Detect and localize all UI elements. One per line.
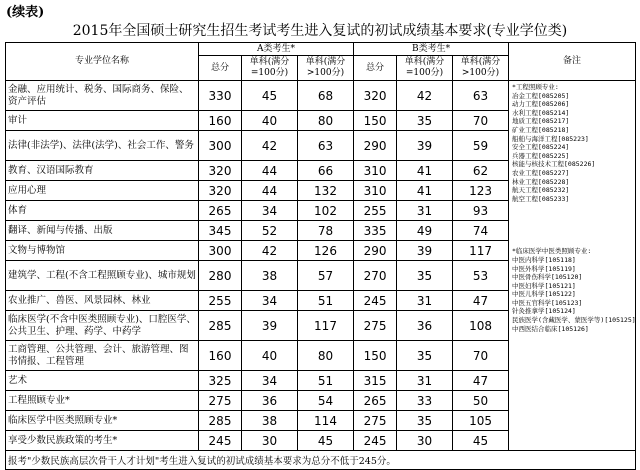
note-line: 矿业工程[085218] xyxy=(512,125,570,134)
header-a-total: 总分 xyxy=(199,56,242,81)
b-single100-cell: 30 xyxy=(397,431,453,451)
b-single100-cell: 31 xyxy=(397,201,453,221)
b-single100-cell: 35 xyxy=(397,411,453,431)
note-line: 地质工程[085217] xyxy=(512,117,570,126)
b-total-cell: 150 xyxy=(354,111,397,131)
a-single100-cell: 40 xyxy=(242,111,298,131)
b-total-cell: 150 xyxy=(354,341,397,371)
b-single100-cell: 39 xyxy=(397,131,453,161)
header-notes: 备注 xyxy=(509,43,636,81)
b-single100-cell: 41 xyxy=(397,181,453,201)
major-name-cell: 应用心理 xyxy=(6,181,199,201)
b-single100-cell: 49 xyxy=(397,221,453,241)
header-b-single-over100: 单科(满分>100分) xyxy=(453,56,509,81)
b-single100-cell: 35 xyxy=(397,341,453,371)
b-single-over100-cell: 53 xyxy=(453,261,509,291)
b-single100-cell: 36 xyxy=(397,311,453,341)
note-line: 民族医学(含藏医学、蒙医学等)[105125] xyxy=(512,316,636,325)
b-single-over100-cell: 70 xyxy=(453,111,509,131)
a-single-over100-cell: 45 xyxy=(298,431,354,451)
a-total-cell: 245 xyxy=(199,431,242,451)
note-line: 动力工程[085206] xyxy=(512,100,570,109)
a-single100-cell: 52 xyxy=(242,221,298,241)
a-single100-cell: 38 xyxy=(242,261,298,291)
b-single-over100-cell: 105 xyxy=(453,411,509,431)
a-single100-cell: 44 xyxy=(242,161,298,181)
table-body xyxy=(6,81,636,470)
page-title: 2015年全国硕士研究生招生考试考生进入复试的初试成绩基本要求(专业学位类) xyxy=(72,23,568,39)
note-line: 船舶与海洋工程[085223] xyxy=(512,134,589,143)
b-single-over100-cell: 62 xyxy=(453,161,509,181)
b-single100-cell: 42 xyxy=(397,81,453,111)
major-name-cell: 享受少数民族政策的考生* xyxy=(6,431,199,451)
note-line: 兵器工程[085225] xyxy=(512,151,570,160)
b-single100-cell: 31 xyxy=(397,291,453,311)
note-line: 中西医结合临床[105126] xyxy=(512,324,589,333)
major-name-cell: 法律(非法学)、法律(法学)、社会工作、警务 xyxy=(6,131,199,161)
a-single100-cell: 34 xyxy=(242,291,298,311)
note-line: 中医骨伤科学[105120] xyxy=(512,273,583,282)
a-single-over100-cell: 80 xyxy=(298,341,354,371)
major-name-cell: 文物与博物馆 xyxy=(6,241,199,261)
a-single-over100-cell: 66 xyxy=(298,161,354,181)
a-single100-cell: 39 xyxy=(242,311,298,341)
header-b-single100: 单科(满分=100分) xyxy=(397,56,453,81)
header-major-name: 专业学位名称 xyxy=(6,43,199,81)
b-single100-cell: 35 xyxy=(397,111,453,131)
a-total-cell: 320 xyxy=(199,181,242,201)
b-single100-cell: 35 xyxy=(397,261,453,291)
major-name-cell: 建筑学、工程(不含工程照顾专业)、城市规划 xyxy=(6,261,199,291)
a-total-cell: 285 xyxy=(199,411,242,431)
a-total-cell: 265 xyxy=(199,201,242,221)
a-single-over100-cell: 126 xyxy=(298,241,354,261)
note-line: 中医妇科学[105121] xyxy=(512,281,576,290)
b-total-cell: 310 xyxy=(354,161,397,181)
a-single-over100-cell: 57 xyxy=(298,261,354,291)
b-total-cell: 315 xyxy=(354,371,397,391)
b-single-over100-cell: 59 xyxy=(453,131,509,161)
a-single-over100-cell: 117 xyxy=(298,311,354,341)
a-total-cell: 255 xyxy=(199,291,242,311)
note-line: 中医内科学[105118] xyxy=(512,255,576,264)
a-total-cell: 345 xyxy=(199,221,242,241)
major-name-cell: 艺术 xyxy=(6,371,199,391)
major-name-cell: 教育、汉语国际教育 xyxy=(6,161,199,181)
b-total-cell: 275 xyxy=(354,311,397,341)
a-total-cell: 320 xyxy=(199,161,242,181)
b-single100-cell: 33 xyxy=(397,391,453,411)
note-line: *工程照顾专业: xyxy=(512,83,559,91)
a-single100-cell: 45 xyxy=(242,81,298,111)
notes-medicine xyxy=(512,247,636,333)
a-single100-cell: 38 xyxy=(242,411,298,431)
b-single-over100-cell: 45 xyxy=(453,431,509,451)
header-a-single-over100: 单科(满分>100分) xyxy=(298,56,354,81)
b-total-cell: 275 xyxy=(354,411,397,431)
major-name-cell: 金融、应用统计、税务、国际商务、保险、资产评估 xyxy=(6,81,199,111)
b-single100-cell: 39 xyxy=(397,241,453,261)
b-single-over100-cell: 50 xyxy=(453,391,509,411)
a-single-over100-cell: 132 xyxy=(298,181,354,201)
a-total-cell: 300 xyxy=(199,131,242,161)
a-total-cell: 160 xyxy=(199,111,242,131)
b-total-cell: 245 xyxy=(354,431,397,451)
note-line: 航空工程[085233] xyxy=(512,194,570,203)
b-total-cell: 270 xyxy=(354,261,397,291)
notes-engineering xyxy=(512,83,632,203)
footnote-row xyxy=(6,451,636,470)
notes-cell xyxy=(509,81,636,451)
a-single100-cell: 34 xyxy=(242,201,298,221)
note-line: 安全工程[085224] xyxy=(512,143,570,152)
major-name-cell: 临床医学中医类照顾专业* xyxy=(6,411,199,431)
score-table xyxy=(5,42,636,470)
a-total-cell: 300 xyxy=(199,241,242,261)
note-line: 针灸推拿学[105124] xyxy=(512,307,576,316)
b-single100-cell: 41 xyxy=(397,161,453,181)
b-single-over100-cell: 117 xyxy=(453,241,509,261)
b-total-cell: 310 xyxy=(354,181,397,201)
b-total-cell: 320 xyxy=(354,81,397,111)
major-name-cell: 体育 xyxy=(6,201,199,221)
a-single100-cell: 34 xyxy=(242,371,298,391)
a-total-cell: 330 xyxy=(199,81,242,111)
b-total-cell: 290 xyxy=(354,241,397,261)
note-line: 冶金工程[085205] xyxy=(512,91,570,100)
a-single100-cell: 40 xyxy=(242,341,298,371)
header-group-b: B类考生* xyxy=(354,43,509,56)
b-total-cell: 265 xyxy=(354,391,397,411)
note-line: 农业工程[085227] xyxy=(512,168,570,177)
major-name-cell: 翻译、新闻与传播、出版 xyxy=(6,221,199,241)
b-total-cell: 255 xyxy=(354,201,397,221)
b-total-cell: 290 xyxy=(354,131,397,161)
a-single-over100-cell: 51 xyxy=(298,371,354,391)
note-line: 中医五官科学[105123] xyxy=(512,298,583,307)
a-total-cell: 325 xyxy=(199,371,242,391)
a-single100-cell: 42 xyxy=(242,131,298,161)
b-single-over100-cell: 93 xyxy=(453,201,509,221)
b-total-cell: 245 xyxy=(354,291,397,311)
header-b-total: 总分 xyxy=(354,56,397,81)
b-single-over100-cell: 63 xyxy=(453,81,509,111)
b-single-over100-cell: 108 xyxy=(453,311,509,341)
b-single100-cell: 31 xyxy=(397,371,453,391)
a-single-over100-cell: 114 xyxy=(298,411,354,431)
a-single100-cell: 42 xyxy=(242,241,298,261)
a-single-over100-cell: 80 xyxy=(298,111,354,131)
a-total-cell: 160 xyxy=(199,341,242,371)
a-single100-cell: 44 xyxy=(242,181,298,201)
a-single100-cell: 36 xyxy=(242,391,298,411)
major-name-cell: 农业推广、兽医、风景园林、林业 xyxy=(6,291,199,311)
b-single-over100-cell: 123 xyxy=(453,181,509,201)
b-single-over100-cell: 70 xyxy=(453,341,509,371)
note-line: 航天工程[085232] xyxy=(512,186,570,195)
table-row xyxy=(6,81,636,111)
note-line: 核能与核技术工程[085226] xyxy=(512,160,596,169)
a-single-over100-cell: 54 xyxy=(298,391,354,411)
continued-label: (续表) xyxy=(6,5,45,20)
major-name-cell: 审计 xyxy=(6,111,199,131)
a-total-cell: 285 xyxy=(199,311,242,341)
b-total-cell: 335 xyxy=(354,221,397,241)
note-line: 中医外科学[105119] xyxy=(512,264,576,273)
header-group-a: A类考生* xyxy=(199,43,354,56)
header-a-single100: 单科(满分=100分) xyxy=(242,56,298,81)
a-single-over100-cell: 51 xyxy=(298,291,354,311)
major-name-cell: 临床医学(不含中医类照顾专业)、口腔医学、公共卫生、护理、药学、中药学 xyxy=(6,311,199,341)
a-single-over100-cell: 63 xyxy=(298,131,354,161)
a-single-over100-cell: 102 xyxy=(298,201,354,221)
table-header xyxy=(6,43,636,81)
b-single-over100-cell: 74 xyxy=(453,221,509,241)
a-single-over100-cell: 78 xyxy=(298,221,354,241)
a-total-cell: 275 xyxy=(199,391,242,411)
note-line: 水利工程[085214] xyxy=(512,108,570,117)
note-line: *临床医学中医类照顾专业: xyxy=(512,247,592,256)
a-single100-cell: 30 xyxy=(242,431,298,451)
a-single-over100-cell: 68 xyxy=(298,81,354,111)
major-name-cell: 工程照顾专业* xyxy=(6,391,199,411)
major-name-cell: 工商管理、公共管理、会计、旅游管理、图书情报、工程管理 xyxy=(6,341,199,371)
a-total-cell: 280 xyxy=(199,261,242,291)
footnote: 报考"少数民族高层次骨干人才计划"考生进入复试的初试成绩基本要求为总分不低于245分。 xyxy=(6,451,636,470)
b-single-over100-cell: 47 xyxy=(453,371,509,391)
note-line: 林业工程[085228] xyxy=(512,177,570,186)
b-single-over100-cell: 47 xyxy=(453,291,509,311)
note-line: 中医儿科学[105122] xyxy=(512,290,576,299)
